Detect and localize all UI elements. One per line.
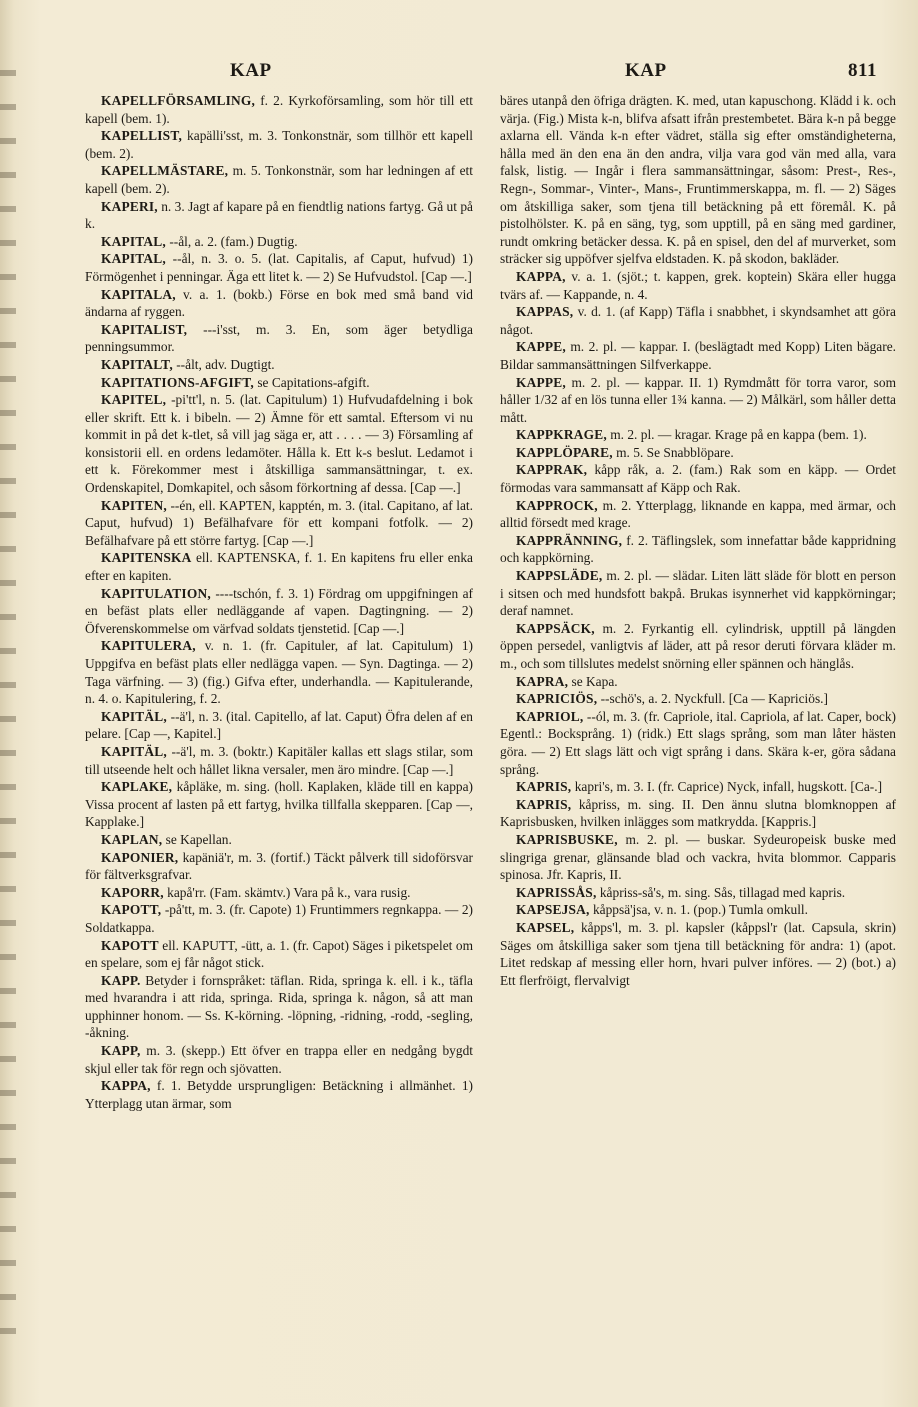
entry-definition: f. 2. Täflingslek, som innefattar både kappridning och kappkörning. (500, 532, 896, 566)
entry-headword: KAPPE, (516, 339, 566, 355)
entry-headword: KAPRIS, (516, 796, 572, 812)
entry-definition: kåppsä'jsa, v. n. 1. (pop.) Tumla omkull. (589, 902, 809, 918)
dictionary-entry (85, 549, 473, 584)
entry-headword: KAPORR, (101, 884, 164, 900)
entry-definition: kapäniä'r, m. 3. (fortif.) Täckt pålverk till sidoförsvar för fältverksgrafvar. (85, 849, 473, 883)
dictionary-entry (85, 162, 473, 197)
entry-headword: KAPPROCK, (516, 497, 598, 513)
dictionary-entry (85, 831, 473, 849)
dictionary-entry (500, 444, 896, 462)
entry-headword: KAPP. (101, 972, 141, 988)
entry-headword: KAPRA, (516, 673, 569, 689)
dictionary-entry (500, 708, 896, 778)
entry-headword: KAPSEJSA, (516, 902, 590, 918)
entry-definition: --ól, m. 3. (fr. Capriole, ital. Capriola, af lat. Caper, bock) Egentl.: Bocksprång. 1) (ridk.) Ett slags språng, som man låter hästen göra. — 2) Ett slags lätt och vigt språng i dans. Skära k-er, göra sådana språng. (500, 708, 896, 777)
dictionary-entry (85, 198, 473, 233)
dictionary-entry (85, 356, 473, 374)
entry-definition: n. 3. Jagt af kapare på en fiendtlig nations fartyg. Gå ut på k. (85, 198, 473, 232)
entry-definition: m. 2. pl. — slädar. Liten lätt släde för blott en person i sitsen och med hundsfott bakpå. Brukas isynnerhet vid kappkörningar; deraf namnet. (500, 568, 896, 619)
entry-headword: KAPITEN, (101, 497, 167, 513)
entry-definition: --én, ell. KAPTEN, kapptén, m. 3. (ital. Capitano, af lat. Caput, hufvud) 1) Befälhafvare för ett kompani fotfolk. — 2) Befälhafvare på ett större fartyg. [Cap —.] (85, 497, 473, 548)
entry-headword: KAPITEL, (101, 392, 167, 408)
entry-definition: bäres utanpå den öfriga drägten. K. med, utan kapuschong. Klädd i k. och värja. (Fig.) Mista k-n, blifva afsatt ifrån prestembetet. Bära k-n på begge axlarna ell. Vända k-n efter vädret, ställa sig efter omständigheterna, hålla med än den ena än den andra, vilja vara god vän med alla, vara falsk, listig. — Ingår i flera sammansättningar, såsom: Prest-, Res-, Regn-, Sommar-, Vinter-, Mans-, Fruntimmerskappa, m. fl. — 2) Säges om åtskilliga saker, som tjena till betäckning på ett föremål. K. på pistolhölster. K. på en säng, tyg, som upptill, på en säng med gardiner, rundt omkring betäcker dessa. K. på en spisel, den del af murverket, som sträcker sig uppöfver sjelfva eldstaden. K. på skodon, bakläder. (500, 93, 896, 267)
entry-headword: KAPPRAK, (516, 462, 588, 478)
entry-definition: se Kapa. (568, 673, 618, 689)
page-number: 811 (848, 60, 877, 81)
entry-headword: KAPITÄL, (101, 708, 167, 724)
dictionary-entry (85, 849, 473, 884)
entry-definition: m. 3. (skepp.) Ett öfver en trappa eller en nedgång bygdt skjul eller tak för regn och sjövatten. (85, 1043, 473, 1076)
dictionary-entry (500, 374, 896, 427)
dictionary-entry (500, 620, 896, 673)
left-column (85, 92, 473, 1112)
entry-definition: m. 2. pl. — kappar. I. (beslägtadt med Kopp) Liten bägare. Bildar sammansättningen Silfverkappe. (500, 339, 896, 372)
entry-headword: KAPERI, (101, 198, 158, 214)
entry-definition: ----tschón, f. 3. 1) Fördrag om uppgifningen af en befäst plats eller nedläggande af vapen. Dagtingning. — 2) Öfverenskommelse om värfvad soldats tjenstetid. [Cap —.] (85, 585, 473, 636)
dictionary-entry (85, 585, 473, 638)
entry-headword: KAPPAS, (516, 304, 574, 320)
entry-headword: KAPPKRAGE, (516, 427, 607, 443)
entry-definition: kåpp råk, a. 2. (fam.) Rak som en käpp. — Ordet förmodas vara sammansatt af Käpp och Rak. (500, 462, 896, 496)
dictionary-entry (85, 321, 473, 356)
entry-definition: kapri's, m. 3. I. (fr. Caprice) Nyck, infall, hugskott. [Ca-.] (571, 779, 883, 795)
dictionary-entry (85, 937, 473, 972)
entry-headword: KAPPSÄCK, (516, 620, 595, 636)
dictionary-entry (85, 374, 473, 392)
dictionary-entry (500, 690, 896, 708)
entry-definition: m. 2. pl. — buskar. Sydeuropeisk buske med slingriga grenar, glänsande blad och vackra, hvita blommor. Capparis spinosa. Jfr. Kapris, II. (500, 831, 896, 883)
dictionary-entry (500, 303, 896, 338)
entry-headword: KAPRICIÖS, (516, 691, 598, 707)
entry-definition: m. 5. Tonkonstnär, som har ledningen af ett kapell (bem. 2). (85, 163, 473, 196)
dictionary-entry (85, 92, 473, 127)
entry-definition: v. d. 1. (af Kapp) Täfla i snabbhet, i skyndsamhet att göra något. (500, 304, 896, 337)
entry-definition: --ål, a. 2. (fam.) Dugtig. (165, 233, 298, 249)
dictionary-entry (85, 884, 473, 902)
dictionary-entry (85, 708, 473, 743)
entry-definition: se Kapellan. (162, 831, 232, 847)
entry-headword: KAPITALIST, (101, 321, 188, 337)
entry-headword: KAPPSLÄDE, (516, 568, 603, 584)
entry-definition: v. a. 1. (sjöt.; t. kappen, grek. koptein) Skära eller hugga tvärs af. — Kappande, n. 4. (500, 268, 896, 302)
entry-headword: KAPPA, (101, 1078, 151, 1094)
entry-definition: kåpps'l, m. 3. pl. kapsler (kåppsl'r (lat. Capsula, skrin) Säges om åtskilliga saker som tjena till betäckning för andra: 1) (apot. Litet redskap af messing eller horn, hvari pulver införes. — 2) (bot.) a) Ett flerfröigt, flervalvigt (500, 919, 896, 988)
entry-headword: KAPPLÖPARE, (516, 444, 613, 460)
dictionary-entry (500, 831, 896, 884)
entry-definition: kåpriss, m. sing. II. Den ännu slutna blomknoppen af Kaprisbusken, hvilken inlägges som matkrydda. [Kappris.] (500, 796, 896, 830)
dictionary-entry (500, 673, 896, 691)
entry-headword: KAPOTT (101, 937, 159, 953)
dictionary-entry (500, 461, 896, 496)
dictionary-entry (500, 901, 896, 919)
entry-definition: --ä'l, n. 3. (ital. Capitello, af lat. Caput) Öfra delen af en pelare. [Cap —, Kapitel.] (85, 708, 473, 742)
entry-definition: --ål, n. 3. o. 5. (lat. Capitalis, af Caput, hufvud) 1) Förmögenhet i penningar. Äga ett litet k. — 2) Se Hufvudstol. [Cap —.] (85, 251, 473, 284)
dictionary-entry (85, 778, 473, 831)
entry-definition: -pi'tt'l, n. 5. (lat. Capitulum) 1) Hufvudafdelning i bok eller skrift. Ett k. i bibeln. — 2) Ämne för ett samtal. Eftersom vi nu kommit in på det k-tlet, så vill jag säga er, att . . . . — 3) Församling af konsistorii ell. en ordens ledamöter. Hålla k. Ett k-s beslut. Ledamot i ett k. Förekommer mest i åtskilliga sammansättningar, t. ex. Ordenskapitel, Domkapitel, och såsom förkortning af dessa. [Cap —.] (85, 392, 473, 496)
dictionary-entry (85, 286, 473, 321)
entry-headword: KAPITULATION, (101, 585, 211, 601)
dictionary-entry (500, 532, 896, 567)
dictionary-entry (85, 233, 473, 251)
dictionary-entry (85, 127, 473, 162)
entry-definition: kåpriss-så's, m. sing. Sås, tillagad med kapris. (596, 884, 846, 900)
entry-headword: KAPITALA, (101, 286, 176, 302)
entry-definition: ---i'sst, m. 3. En, som äger betydliga penningsummor. (85, 321, 473, 355)
dictionary-entry (500, 567, 896, 620)
entry-headword: KAPELLFÖRSAMLING, (101, 93, 256, 108)
entry-headword: KAPRISSÅS, (516, 884, 597, 900)
entry-definition: -på'tt, m. 3. (fr. Capote) 1) Fruntimmers regnkappa. — 2) Soldatkappa. (85, 902, 473, 935)
entry-definition: kåpläke, m. sing. (holl. Kaplaken, kläde till en kappa) Vissa procent af lasten på ett fartyg, hvilka tillfalla skepparen. [Cap —, Kapplake.] (85, 779, 473, 830)
entry-definition: --ålt, adv. Dugtigt. (172, 356, 275, 372)
dictionary-entry (85, 1042, 473, 1077)
entry-headword: KAPITATIONS-AFGIFT, (101, 374, 254, 390)
entry-definition: v. n. 1. (fr. Capituler, af lat. Capitulum) 1) Uppgifva en befäst plats eller nedlägga vapen. — Syn. Dagtinga. — 2) Taga värfning. — 3) (fig.) Gifva efter, underhandla. — Kapitulerande, n. 4. o. Kapitulering, f. 2. (85, 638, 473, 707)
dictionary-entry (85, 743, 473, 778)
entry-definition: m. 2. Ytterplagg, liknande en kappa, med ärmar, och alltid försedt med krage. (500, 497, 896, 531)
dictionary-entry (85, 250, 473, 285)
dictionary-entry (500, 778, 896, 796)
entry-definition: ell. KAPTENSKA, f. 1. En kapitens fru eller enka efter en kapiten. (85, 550, 473, 584)
entry-definition: Betyder i fornspråket: täflan. Rida, springa k. ell. i k., täfla med hvarandra i att rida, springa. Rida, springa k. någon, så att man upphinner honom. — Ss. K-körning. -löpning, -ridning, -rodd, -segling, -åkning. (85, 972, 473, 1041)
entry-definition: m. 5. Se Snabblöpare. (612, 444, 734, 460)
entry-headword: KAPSEL, (516, 919, 575, 935)
entry-headword: KAPITALT, (101, 356, 173, 372)
entry-definition: --ä'l, m. 3. (boktr.) Kapitäler kallas ett slags stilar, som till utseende helt och hållet likna versaler, men äro mindre. [Cap —.] (85, 743, 473, 777)
entry-headword: KAPITAL, (101, 233, 166, 249)
entry-headword: KAPITAL, (101, 251, 166, 267)
running-head-left: KAP (230, 60, 272, 81)
entry-headword: KAPELLMÄSTARE, (101, 163, 229, 179)
dictionary-entry (500, 92, 896, 268)
entry-headword: KAPRISBUSKE, (516, 831, 618, 847)
dictionary-entry (85, 497, 473, 550)
entry-definition: ell. KAPUTT, -ütt, a. 1. (fr. Capot) Säges i piketspelet om en spelare, som ej får något stick. (85, 937, 473, 971)
dictionary-entry (500, 338, 896, 373)
dictionary-entry (500, 426, 896, 444)
dictionary-entry (500, 884, 896, 902)
entry-headword: KAPRIOL, (516, 708, 584, 724)
running-head-right: KAP (625, 60, 667, 81)
entry-definition: kapå'rr. (Fam. skämtv.) Vara på k., vara rusig. (163, 884, 411, 900)
entry-definition: v. a. 1. (bokb.) Förse en bok med små band vid ändarna af ryggen. (85, 286, 473, 320)
dictionary-entry (500, 268, 896, 303)
entry-headword: KAPPE, (516, 374, 566, 390)
dictionary-entry (85, 972, 473, 1042)
entry-headword: KAPLAKE, (101, 779, 173, 795)
dictionary-entry (85, 637, 473, 707)
entry-definition: m. 2. pl. — kragar. Krage på en kappa (bem. 1). (606, 427, 867, 443)
dictionary-entry (500, 796, 896, 831)
entry-definition: --schö's, a. 2. Nyckfull. [Ca — Kapriciös.] (597, 691, 828, 707)
dictionary-entry (85, 901, 473, 936)
entry-definition: f. 1. Betydde ursprungligen: Betäckning i allmänhet. 1) Ytterplagg utan ärmar, som (85, 1078, 473, 1111)
entry-headword: KAPP, (101, 1043, 141, 1059)
entry-headword: KAPLAN, (101, 831, 163, 847)
dictionary-entry (500, 919, 896, 989)
dictionary-entry (500, 497, 896, 532)
entry-definition: f. 2. Kyrkoförsamling, som hör till ett kapell (bem. 1). (85, 93, 473, 126)
right-column (500, 92, 896, 989)
entry-headword: KAPPA, (516, 268, 566, 284)
entry-headword: KAPPRÄNNING, (516, 532, 623, 548)
entry-headword: KAPITÄL, (101, 743, 167, 759)
entry-headword: KAPONIER, (101, 849, 179, 865)
entry-definition: m. 2. Fyrkantig ell. cylindrisk, upptill på längden öppen persedel, vanligtvis af läder, att på resor deruti förvara kläder m. m., och som tillslutes medelst snörning eller spännen och hänglås. (500, 620, 896, 671)
entry-definition: se Capitations-afgift. (253, 374, 370, 390)
entry-headword: KAPITULERA, (101, 638, 196, 654)
entry-headword: KAPITENSKA (101, 550, 192, 566)
entry-headword: KAPOTT, (101, 902, 162, 918)
dictionary-entry (85, 391, 473, 497)
entry-headword: KAPELLIST, (101, 128, 183, 144)
entry-definition: kapälli'sst, m. 3. Tonkonstnär, som tillhör ett kapell (bem. 2). (85, 128, 473, 161)
entry-definition: m. 2. pl. — kappar. II. 1) Rymdmått för torra varor, som håller 1/32 af en lös tunna eller 1¾ kanna. — 2) Målkärl, som håller detta mått. (500, 374, 896, 425)
entry-headword: KAPRIS, (516, 779, 572, 795)
dictionary-entry (85, 1077, 473, 1112)
binding-gutter (0, 70, 16, 1360)
